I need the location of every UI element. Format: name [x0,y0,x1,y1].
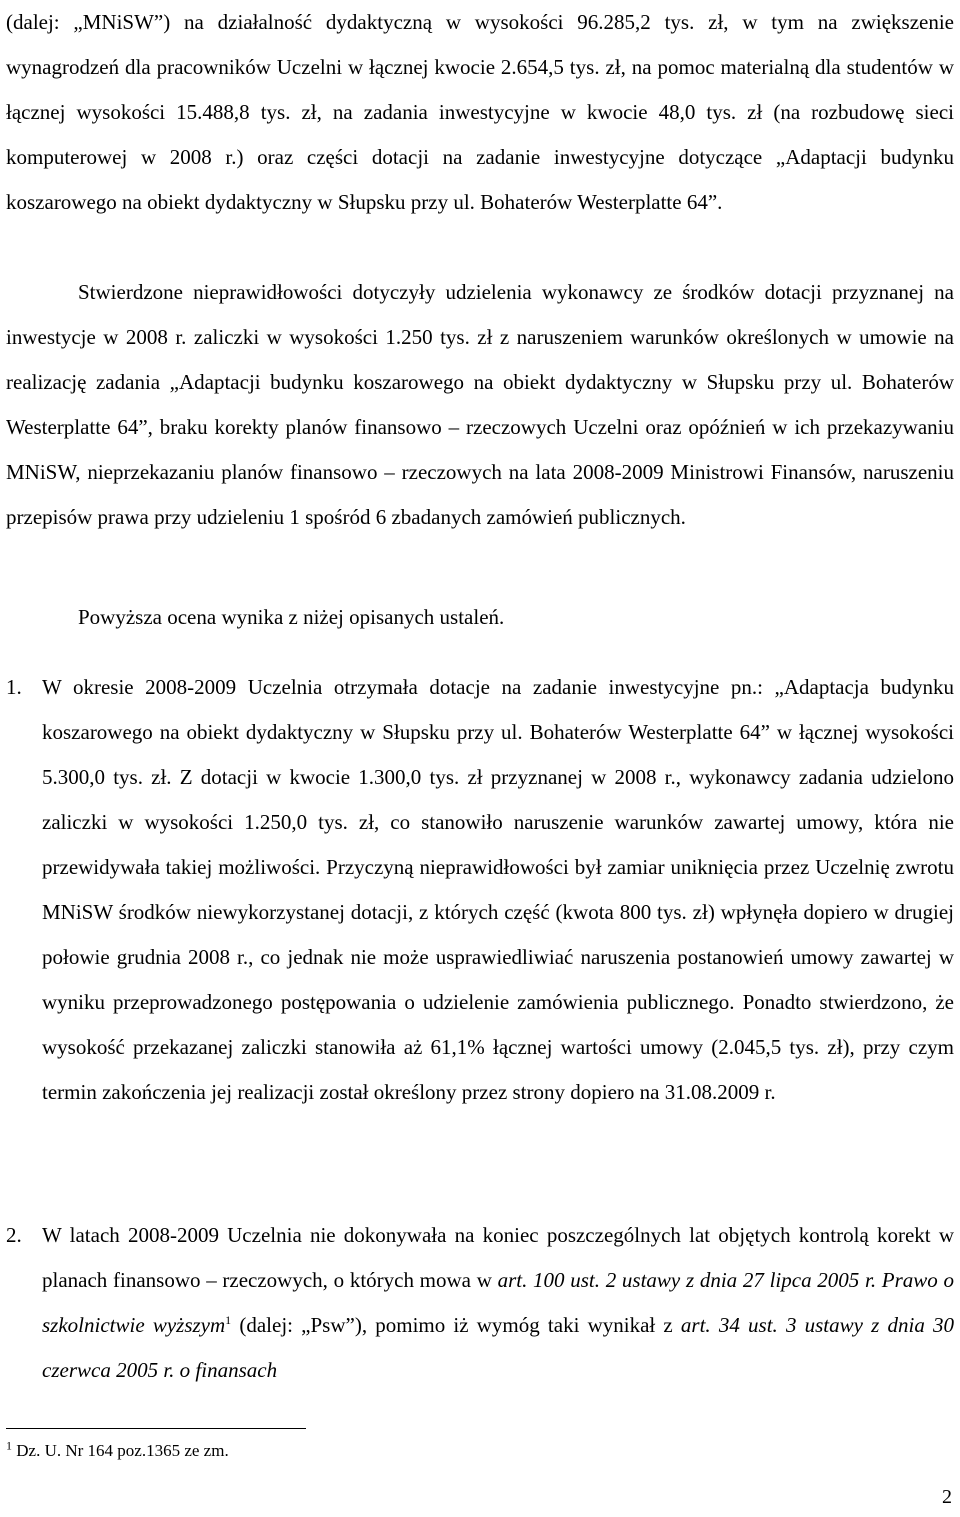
list-item-1 [6,665,954,1115]
list-number: 2. [6,1223,22,1247]
footnote-text: Dz. U. Nr 164 poz.1365 ze zm. [12,1441,229,1460]
list-item-2 [6,1213,954,1393]
footnote-separator [6,1428,306,1429]
paragraph-findings: Stwierdzone nieprawidłowości dotyczyły udzielenia wykonawcy ze środków dotacji przyznanej na inwestycje w 2008 r. zaliczki w wysokości 1.250 tys. zł z naruszeniem warunków określonych w umowie na realizację zadania „Adaptacji budynku koszarowego na obiekt dydaktyczny w Słupsku przy ul. Bohaterów Westerplatte 64”, braku korekty planów finansowo – rzeczowych Uczelni oraz opóźnień w ich przekazywaniu MNiSW, nieprzekazaniu planów finansowo – rzeczowych na lata 2008-2009 Ministrowi Finansów, naruszeniu przepisów prawa przy udzieleniu 1 spośród 6 zbadanych zamówień publicznych. [6,280,954,529]
list-item-text: W okresie 2008-2009 Uczelnia otrzymała dotacje na zadanie inwestycyjne pn.: „Adaptacja budynku koszarowego na obiekt dydaktyczny w Słupsku przy ul. Bohaterów Westerplatte 64” w łącznej wysokości 5.300,0 tys. zł. Z dotacji w kwocie 1.300,0 tys. zł przyznanej w 2008 r., wykonawcy zadania udzielono zaliczki w wysokości 1.250,0 tys. zł, co stanowiło naruszenie warunków zawartej umowy, która nie przewidywała takiej możliwości. Przyczyną nieprawidłowości był zamiar uniknięcia przez Uczelnię zwrotu MNiSW środków niewykorzystanej dotacji, z których część (kwota 800 tys. zł) wpłynęła dopiero w drugiej połowie grudnia 2008 r., co jednak nie może usprawiedliwiać naruszenia postanowień umowy zawartej w wyniku przeprowadzonego postępowania o udzielenie zamówienia publicznego. Ponadto stwierdzono, że wysokość przekazanej zaliczki stanowiła aż 61,1% łącznej wartości umowy (2.045,5 tys. zł), przy czym termin zakończenia jej realizacji został określony przez strony dopiero na 31.08.2009 r. [42,675,954,1104]
list-item-text [42,1213,954,1393]
legal-reference-italic: art. 34 ust. 3 ustawy z dnia 30 czerwca 2005 r. o finansach [42,1313,955,1382]
list-text-part: W latach 2008-2009 Uczelnia nie dokonywała na koniec poszczególnych lat objętych kontrolą korekt w planach finansowo – rzeczowych, o których mowa w [42,1223,954,1292]
footnote [6,1438,229,1464]
page-number: 2 [942,1486,952,1508]
list-number: 1. [6,675,22,699]
footnote-reference[interactable]: 1 [225,1313,232,1327]
legal-reference-italic: art. 100 ust. 2 ustawy z dnia 27 lipca 2005 r. Prawo o szkolnictwie wyższym [42,1268,954,1337]
paragraph-intro: (dalej: „MNiSW”) na działalność dydaktyczną w wysokości 96.285,2 tys. zł, w tym na zwiększenie wynagrodzeń dla pracowników Uczelni w łącznej kwocie 2.654,5 tys. zł, na pomoc materialną dla studentów w łącznej wysokości 15.488,8 tys. zł, na zadania inwestycyjne w kwocie 48,0 tys. zł (na rozbudowę sieci komputerowej w 2008 r.) oraz części dotacji na zadanie inwestycyjne dotyczące „Adaptacji budynku koszarowego na obiekt dydaktyczny w Słupsku przy ul. Bohaterów Westerplatte 64”. [6,10,954,214]
paragraph-assessment: Powyższa ocena wynika z niżej opisanych ustaleń. [78,605,505,629]
list-text-part: (dalej: „Psw”), pomimo iż wymóg taki wynikał z [231,1313,681,1337]
footnote-marker: 1 [6,1438,12,1453]
